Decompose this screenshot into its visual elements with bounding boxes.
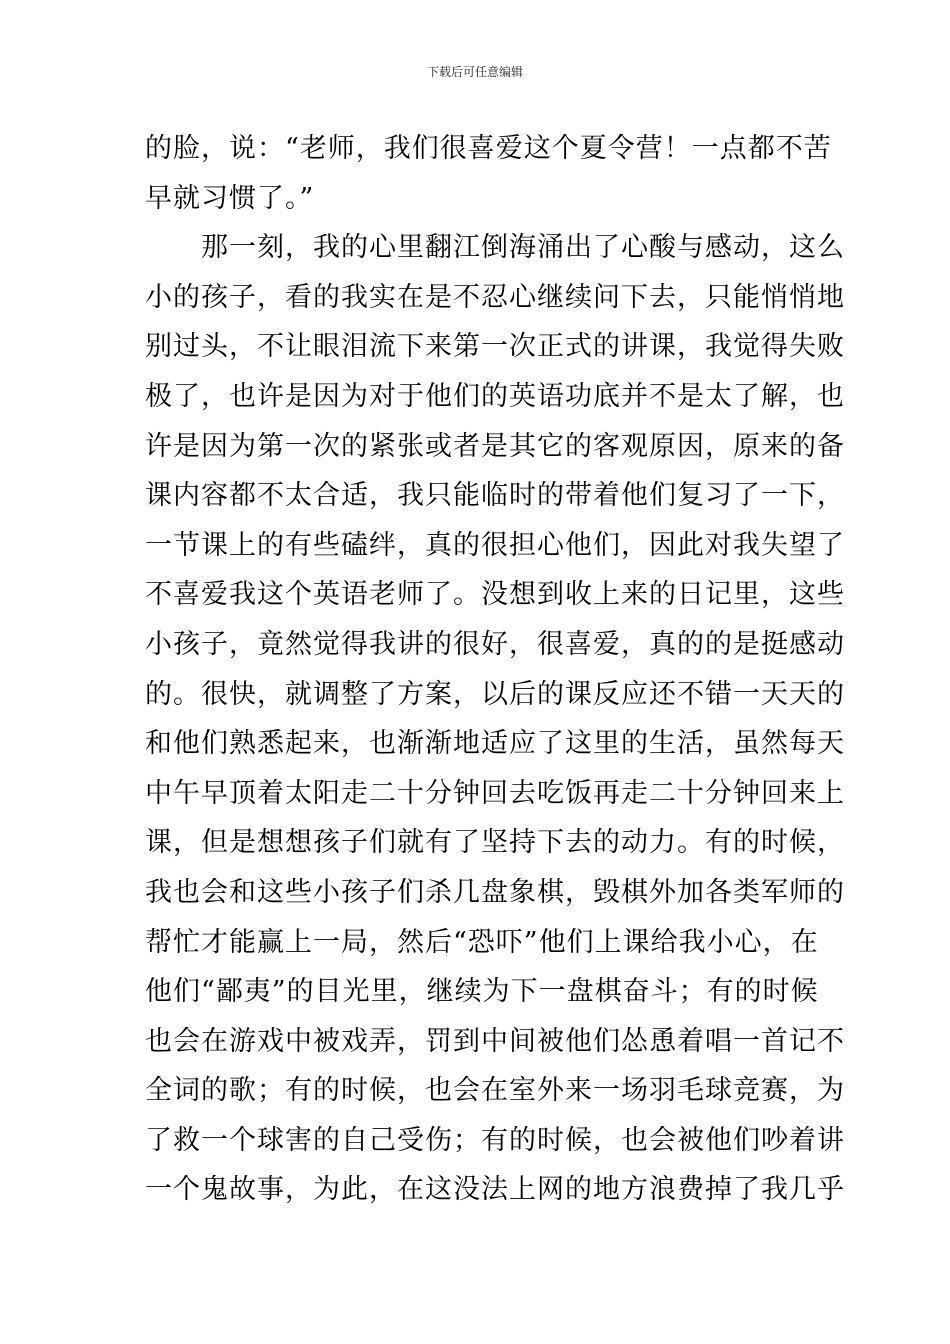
text-line: 别过头，不让眼泪流下来第一次正式的讲课，我觉得失败 xyxy=(145,331,845,363)
text-line: 极了，也许是因为对于他们的英语功底并不是太了解，也 xyxy=(145,380,845,412)
text-line: 课，但是想想孩子们就有了坚持下去的动力。有的时候， xyxy=(145,827,845,859)
text-line: 小的孩子，看的我实在是不忍心继续问下去，只能悄悄地 xyxy=(145,281,845,313)
text-line: 我也会和这些小孩子们杀几盘象棋，毁棋外加各类军师的 xyxy=(145,876,845,908)
text-line: 一个鬼故事，为此，在这没法上网的地方浪费掉了我几乎 xyxy=(145,1174,845,1206)
text-line: 不喜爱我这个英语老师了。没想到收上来的日记里，这些 xyxy=(145,579,845,611)
text-line: 也会在游戏中被戏弄，罚到中间被他们怂恿着唱一首记不 xyxy=(145,1025,845,1057)
text-line: 和他们熟悉起来，也渐渐地适应了这里的生活，虽然每天 xyxy=(145,728,845,760)
text-line: 他们“鄙夷”的目光里，继续为下一盘棋奋斗；有的时候 xyxy=(145,976,819,1008)
text-line: 的。很快，就调整了方案，以后的课反应还不错一天天的 xyxy=(145,678,845,710)
text-line: 小孩子，竟然觉得我讲的很好，很喜爱，真的的是挺感动 xyxy=(145,628,845,660)
text-line: 许是因为第一次的紧张或者是其它的客观原因，原来的备 xyxy=(145,430,845,462)
text-line: 课内容都不太合适，我只能临时的带着他们复习了一下， xyxy=(145,480,845,512)
text-line: 的脸，说：“老师，我们很喜爱这个夏令营！一点都不苦 xyxy=(145,133,832,164)
text-line: 帮忙才能赢上一局，然后“恐吓”他们上课给我小心，在 xyxy=(145,926,819,958)
document-body xyxy=(145,124,845,1215)
text-line: 早就习惯了。” xyxy=(145,182,315,214)
text-line: 中午早顶着太阳走二十分钟回去吃饭再走二十分钟回来上 xyxy=(145,777,845,809)
text-line: 全词的歌；有的时候，也会在室外来一场羽毛球竞赛，为 xyxy=(145,1075,845,1107)
text-line: 了救一个球害的自己受伤；有的时候，也会被他们吵着讲 xyxy=(145,1124,845,1156)
page-header: 下载后可任意编辑 xyxy=(426,65,523,79)
text-line: 一节课上的有些磕绊，真的很担心他们，因此对我失望了 xyxy=(145,529,845,561)
paragraph-start-line: 那一刻，我的心里翻江倒海涌出了心酸与感动，这么 xyxy=(201,232,845,264)
